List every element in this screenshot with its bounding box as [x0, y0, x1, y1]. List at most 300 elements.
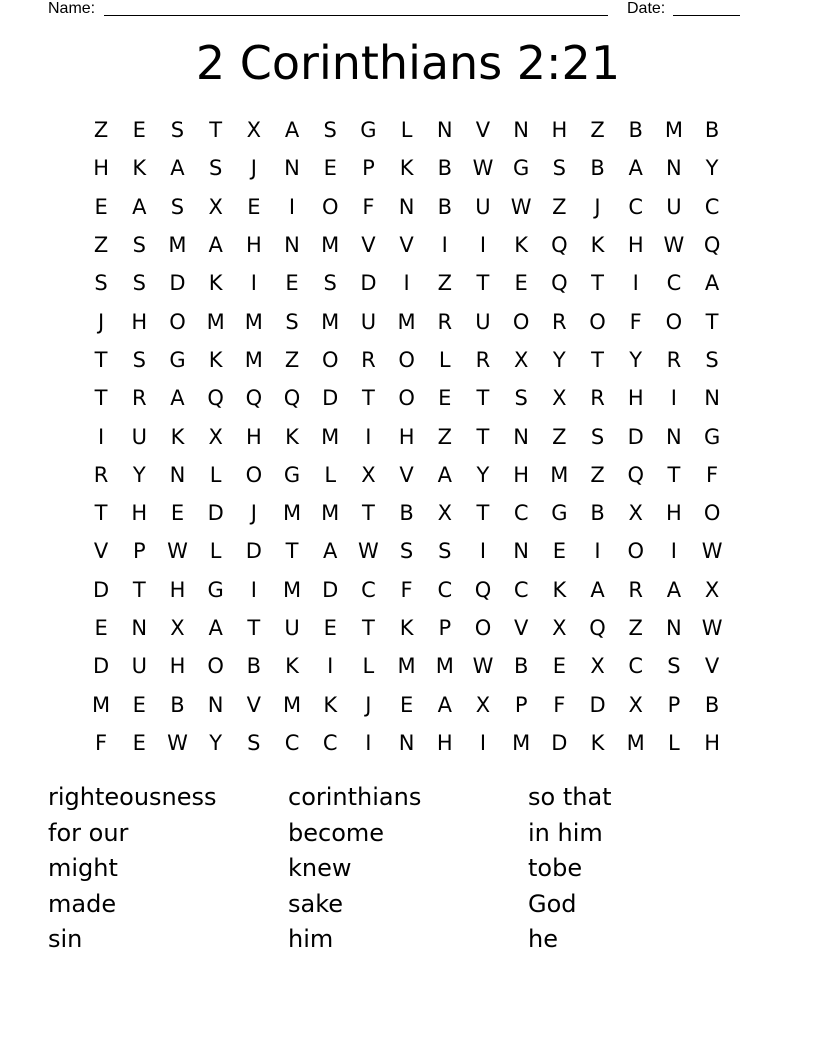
grid-letter[interactable]: N [513, 118, 530, 143]
grid-letter[interactable]: U [666, 194, 682, 219]
grid-letter[interactable]: D [322, 386, 339, 411]
word-list-item: for our [48, 818, 129, 847]
word-list-item: sin [48, 925, 83, 953]
grid-letter[interactable]: Z [628, 616, 643, 640]
grid-letter[interactable]: R [131, 386, 147, 411]
grid-letter[interactable]: A [170, 386, 185, 411]
grid-letter[interactable]: E [514, 271, 528, 296]
grid-letter[interactable]: X [475, 692, 491, 717]
grid-letter[interactable]: O [512, 309, 530, 334]
grid-letter[interactable]: D [245, 539, 262, 564]
grid-letter[interactable]: G [169, 347, 186, 372]
grid-letter[interactable]: H [551, 118, 568, 143]
grid-letter[interactable]: D [93, 654, 110, 679]
grid-letter[interactable]: J [594, 194, 601, 219]
grid-letter[interactable]: O [703, 501, 721, 526]
grid-letter[interactable]: G [283, 462, 301, 487]
grid-letter[interactable]: M [92, 692, 111, 717]
grid-letter[interactable]: I [670, 386, 677, 411]
grid-letter[interactable]: T [667, 462, 681, 487]
grid-letter[interactable]: N [436, 118, 453, 143]
grid-letter[interactable]: T [591, 347, 604, 372]
grid-letter[interactable]: Y [705, 156, 719, 181]
grid-letter[interactable]: Q [703, 233, 721, 258]
grid-letter[interactable]: V [475, 118, 491, 143]
grid-letter[interactable]: Q [551, 233, 568, 258]
grid-letter[interactable]: Z [284, 347, 300, 372]
grid-letter[interactable]: Y [476, 462, 490, 487]
grid-letter[interactable]: F [400, 577, 413, 602]
grid-letter[interactable]: L [324, 462, 337, 487]
grid-letter[interactable]: H [169, 577, 186, 602]
grid-letter[interactable]: A [170, 156, 185, 181]
grid-letter[interactable]: T [476, 271, 490, 296]
grid-letter[interactable]: T [361, 616, 375, 640]
grid-letter[interactable]: M [550, 462, 569, 487]
grid-letter[interactable]: F [629, 309, 642, 334]
grid-letter[interactable]: E [399, 692, 414, 717]
grid-letter[interactable]: M [321, 309, 340, 334]
grid-letter[interactable]: X [513, 347, 529, 372]
grid-letter[interactable]: N [398, 730, 415, 755]
grid-letter[interactable]: A [208, 233, 223, 258]
grid-letter[interactable]: W [472, 654, 494, 679]
grid-letter[interactable]: M [168, 233, 187, 258]
grid-letter[interactable]: T [361, 501, 375, 526]
grid-letter[interactable]: K [132, 156, 147, 181]
grid-letter[interactable]: K [170, 424, 185, 449]
grid-letter[interactable]: A [323, 539, 338, 564]
grid-letter[interactable]: T [591, 271, 604, 296]
grid-letter[interactable]: B [513, 654, 529, 679]
grid-letter[interactable]: T [476, 424, 490, 449]
grid-letter[interactable]: P [667, 692, 681, 717]
grid-letter[interactable]: M [321, 501, 340, 526]
grid-letter[interactable]: G [551, 501, 568, 526]
grid-letter[interactable]: T [209, 118, 223, 143]
grid-letter[interactable]: I [479, 730, 487, 755]
grid-letter[interactable]: S [170, 118, 185, 143]
grid-letter[interactable]: X [628, 692, 643, 717]
grid-letter[interactable]: W [701, 616, 723, 640]
grid-letter[interactable]: L [668, 730, 680, 755]
grid-letter[interactable]: B [628, 118, 643, 143]
grid-letter[interactable]: N [207, 692, 224, 717]
grid-letter[interactable]: U [131, 654, 147, 679]
grid-letter[interactable]: K [285, 424, 299, 449]
grid-letter[interactable]: P [514, 692, 528, 717]
grid-letter[interactable]: Z [437, 271, 452, 296]
grid-letter[interactable]: B [170, 692, 185, 717]
grid-letter[interactable]: N [513, 424, 530, 449]
grid-letter[interactable]: K [590, 233, 605, 258]
grid-letter[interactable]: V [93, 539, 109, 564]
grid-letter[interactable]: V [399, 462, 414, 487]
grid-letter[interactable]: M [664, 118, 683, 143]
grid-letter[interactable]: Y [132, 462, 146, 487]
grid-letter[interactable]: I [97, 424, 105, 449]
grid-letter[interactable]: G [360, 118, 377, 143]
grid-letter[interactable]: I [327, 654, 334, 679]
grid-letter[interactable]: R [552, 309, 567, 334]
grid-letter[interactable]: Z [552, 194, 567, 219]
grid-letter[interactable]: H [398, 424, 415, 449]
grid-letter[interactable]: M [626, 730, 645, 755]
grid-letter[interactable]: S [667, 654, 681, 679]
grid-letter[interactable]: D [169, 271, 186, 296]
grid-letter[interactable]: E [132, 692, 146, 717]
grid-letter[interactable]: V [513, 616, 529, 640]
grid-letter[interactable]: G [703, 424, 721, 449]
grid-letter[interactable]: I [479, 539, 487, 564]
grid-letter[interactable]: I [365, 424, 372, 449]
grid-letter[interactable]: N [666, 424, 682, 449]
grid-letter[interactable]: X [208, 194, 223, 219]
grid-letter[interactable]: R [628, 577, 644, 602]
grid-letter[interactable]: A [704, 271, 720, 296]
grid-letter[interactable]: I [288, 194, 296, 219]
grid-letter[interactable]: W [167, 539, 188, 564]
grid-letter[interactable]: C [437, 577, 453, 602]
grid-letter[interactable]: X [552, 616, 567, 640]
grid-letter[interactable]: K [208, 271, 223, 296]
grid-letter[interactable]: L [362, 654, 375, 679]
grid-letter[interactable]: R [666, 347, 682, 372]
grid-letter[interactable]: C [361, 577, 376, 602]
grid-letter[interactable]: U [131, 424, 147, 449]
grid-letter[interactable]: K [590, 730, 605, 755]
grid-letter[interactable]: X [208, 424, 223, 449]
grid-letter[interactable]: O [169, 309, 186, 334]
grid-letter[interactable]: Y [552, 347, 566, 372]
grid-letter[interactable]: E [94, 194, 108, 219]
grid-letter[interactable]: M [435, 654, 454, 679]
grid-letter[interactable]: H [245, 424, 262, 449]
grid-row [82, 341, 732, 379]
grid-letter[interactable]: B [704, 692, 720, 717]
grid-letter[interactable]: T [132, 577, 146, 602]
grid-letter[interactable]: I [403, 271, 410, 296]
grid-letter[interactable]: A [208, 616, 223, 640]
grid-letter[interactable]: X [246, 118, 262, 143]
grid-letter[interactable]: N [666, 156, 682, 181]
grid-letter[interactable]: X [170, 616, 185, 640]
grid-letter[interactable]: X [552, 386, 567, 411]
grid-letter[interactable]: M [321, 424, 340, 449]
grid-letter[interactable]: F [706, 462, 719, 487]
grid-letter[interactable]: N [398, 194, 415, 219]
grid-letter[interactable]: X [361, 462, 376, 487]
grid-letter[interactable]: T [285, 539, 299, 564]
grid-letter[interactable]: S [323, 118, 337, 143]
grid-letter[interactable]: B [246, 654, 262, 679]
grid-row [82, 417, 732, 455]
grid-letter[interactable]: E [94, 616, 108, 640]
grid-letter[interactable]: T [94, 347, 108, 372]
grid-letter[interactable]: C [513, 577, 529, 602]
grid-letter[interactable]: M [244, 347, 263, 372]
grid-letter[interactable]: M [397, 654, 416, 679]
grid-letter[interactable]: O [627, 539, 644, 564]
grid-letter[interactable]: O [589, 309, 606, 334]
grid-letter[interactable]: T [361, 386, 375, 411]
grid-letter[interactable]: N [284, 156, 300, 181]
grid-letter[interactable]: B [590, 156, 605, 181]
grid-letter[interactable]: T [94, 501, 108, 526]
grid-letter[interactable]: I [250, 271, 257, 296]
grid-letter[interactable]: S [132, 347, 146, 372]
grid-letter[interactable]: N [284, 233, 300, 258]
grid-letter[interactable]: U [475, 194, 491, 219]
grid-letter[interactable]: S [208, 156, 223, 181]
grid-letter[interactable]: F [362, 194, 375, 219]
grid-letter[interactable]: M [282, 577, 302, 602]
grid-letter[interactable]: F [553, 692, 566, 717]
grid-letter[interactable]: M [244, 309, 263, 334]
grid-letter[interactable]: C [628, 194, 644, 219]
grid-letter[interactable]: O [665, 309, 683, 334]
grid-letter[interactable]: R [93, 462, 109, 487]
grid-letter[interactable]: Q [207, 386, 224, 411]
word-list-item: corinthians [288, 783, 422, 811]
grid-letter[interactable]: L [400, 118, 413, 143]
grid-letter[interactable]: A [590, 577, 605, 602]
grid-letter[interactable]: H [627, 233, 644, 258]
grid-letter[interactable]: P [132, 539, 146, 564]
grid-letter[interactable]: T [705, 309, 719, 334]
grid-letter[interactable]: N [513, 539, 530, 564]
grid-letter[interactable]: Q [627, 462, 644, 487]
grid-letter[interactable]: J [97, 309, 105, 334]
grid-letter[interactable]: B [437, 194, 452, 219]
grid-letter[interactable]: E [132, 730, 146, 755]
grid-letter[interactable]: Q [474, 577, 492, 602]
grid-letter[interactable]: V [246, 692, 262, 717]
grid-letter[interactable]: A [437, 462, 452, 487]
grid-letter[interactable]: H [513, 462, 530, 487]
grid-letter[interactable]: H [436, 730, 453, 755]
grid-letter[interactable]: E [552, 654, 566, 679]
grid-letter[interactable]: U [475, 309, 491, 334]
grid-letter[interactable]: X [704, 577, 720, 602]
grid-letter[interactable]: Y [629, 347, 643, 372]
grid-letter[interactable]: K [285, 654, 299, 679]
grid-letter[interactable]: W [358, 539, 379, 564]
grid-letter[interactable]: Q [283, 386, 301, 411]
grid-letter[interactable]: K [399, 616, 414, 640]
grid-letter[interactable]: I [632, 271, 639, 296]
grid-letter[interactable]: M [282, 692, 302, 717]
grid-letter[interactable]: V [704, 654, 720, 679]
grid-letter[interactable]: R [590, 386, 605, 411]
grid-letter[interactable]: K [399, 156, 414, 181]
grid-letter[interactable]: L [209, 462, 222, 487]
grid-letter[interactable]: G [207, 577, 224, 602]
grid-letter[interactable]: O [474, 616, 492, 640]
grid-letter[interactable]: H [169, 654, 186, 679]
grid-letter[interactable]: J [365, 692, 372, 717]
grid-letter[interactable]: V [361, 233, 376, 258]
grid-letter[interactable]: D [207, 501, 224, 526]
grid-letter[interactable]: S [94, 271, 108, 296]
grid-letter[interactable]: M [206, 309, 225, 334]
grid-letter[interactable]: A [666, 577, 682, 602]
grid-letter[interactable]: N [131, 616, 148, 640]
grid-letter[interactable]: O [207, 654, 224, 679]
grid-letter[interactable]: C [513, 501, 529, 526]
grid-letter[interactable]: N [666, 616, 682, 640]
grid-letter[interactable]: X [590, 654, 605, 679]
grid-letter[interactable]: A [628, 156, 643, 181]
grid-letter[interactable]: Z [552, 424, 567, 449]
grid-letter[interactable]: B [704, 118, 720, 143]
grid-letter[interactable]: H [627, 386, 644, 411]
grid-letter[interactable]: I [479, 233, 487, 258]
grid-letter[interactable]: O [398, 347, 415, 372]
grid-letter[interactable]: Q [589, 616, 606, 640]
grid-letter[interactable]: Z [590, 118, 605, 143]
grid-letter[interactable]: I [250, 577, 257, 602]
grid-letter[interactable]: W [472, 156, 494, 181]
grid-letter[interactable]: E [170, 501, 185, 526]
page-title: 2 Corinthians 2:21 [195, 36, 621, 90]
grid-row [82, 609, 732, 647]
grid-letter[interactable]: D [627, 424, 644, 449]
grid-letter[interactable]: K [208, 347, 223, 372]
grid-letter[interactable]: D [551, 730, 568, 755]
grid-letter[interactable]: H [666, 501, 682, 526]
grid-letter[interactable]: O [398, 386, 415, 411]
grid-letter[interactable]: G [513, 156, 530, 181]
grid-letter[interactable]: J [250, 156, 257, 181]
grid-letter[interactable]: C [628, 654, 644, 679]
grid-letter[interactable]: X [628, 501, 643, 526]
grid-letter[interactable]: Y [209, 730, 223, 755]
grid-letter[interactable]: L [209, 539, 222, 564]
grid-letter[interactable]: B [399, 501, 414, 526]
grid-letter[interactable]: I [365, 730, 372, 755]
grid-letter[interactable]: S [514, 386, 528, 411]
grid-letter[interactable]: A [437, 692, 452, 717]
grid-letter[interactable]: B [437, 156, 452, 181]
grid-letter[interactable]: H [93, 156, 109, 181]
grid-letter[interactable]: R [475, 347, 491, 372]
grid-letter[interactable]: R [437, 309, 453, 334]
grid-letter[interactable]: H [245, 233, 262, 258]
grid-letter[interactable]: E [323, 156, 337, 181]
grid-letter[interactable]: D [93, 577, 110, 602]
grid-letter[interactable]: E [323, 616, 337, 640]
grid-letter[interactable]: P [438, 616, 452, 640]
grid-letter[interactable]: L [438, 347, 451, 372]
grid-letter[interactable]: H [131, 501, 148, 526]
grid-letter[interactable]: T [476, 501, 490, 526]
grid-letter[interactable]: S [170, 194, 185, 219]
grid-letter[interactable]: M [397, 309, 416, 334]
grid-letter[interactable]: Z [93, 233, 109, 258]
grid-letter[interactable]: U [284, 616, 300, 640]
grid-letter[interactable]: E [552, 539, 566, 564]
grid-letter[interactable]: D [589, 692, 606, 717]
grid-letter[interactable]: N [704, 386, 720, 411]
grid-letter[interactable]: M [282, 501, 302, 526]
grid-letter[interactable]: K [552, 577, 567, 602]
grid-letter[interactable]: W [701, 539, 723, 564]
grid-letter[interactable]: K [514, 233, 529, 258]
grid-letter[interactable]: R [361, 347, 376, 372]
grid-letter[interactable]: V [399, 233, 414, 258]
grid-letter[interactable]: D [360, 271, 377, 296]
grid-letter[interactable]: S [438, 539, 452, 564]
grid-letter[interactable]: M [321, 233, 340, 258]
grid-letter[interactable]: S [552, 156, 567, 181]
grid-letter[interactable]: E [132, 118, 146, 143]
grid-letter[interactable]: T [247, 616, 261, 640]
grid-letter[interactable]: X [437, 501, 452, 526]
grid-letter[interactable]: O [245, 462, 263, 487]
grid-letter[interactable]: K [323, 692, 338, 717]
grid-letter[interactable]: N [169, 462, 186, 487]
grid-letter[interactable]: I [594, 539, 601, 564]
grid-letter[interactable]: C [284, 730, 300, 755]
name-blank-line[interactable] [104, 15, 608, 16]
grid-letter[interactable]: C [704, 194, 720, 219]
grid-letter[interactable]: J [250, 501, 257, 526]
grid-letter[interactable]: Z [437, 424, 452, 449]
grid-letter[interactable]: A [284, 118, 300, 143]
grid-letter[interactable]: W [663, 233, 685, 258]
grid-letter[interactable]: H [131, 309, 148, 334]
grid-letter[interactable]: O [321, 194, 339, 219]
grid-letter[interactable]: W [510, 194, 532, 219]
grid-letter[interactable]: Z [590, 462, 605, 487]
word-list-item: God [528, 889, 577, 918]
grid-letter[interactable]: T [94, 386, 108, 411]
grid-letter[interactable]: S [132, 233, 146, 258]
grid-letter[interactable]: H [704, 730, 720, 755]
grid-letter[interactable]: S [399, 539, 414, 564]
grid-letter[interactable]: S [132, 271, 146, 296]
grid-letter[interactable]: Z [93, 118, 109, 143]
grid-letter[interactable]: O [321, 347, 339, 372]
grid-letter[interactable]: Q [245, 386, 263, 411]
grid-letter[interactable]: Q [551, 271, 568, 296]
grid-letter[interactable]: S [285, 309, 299, 334]
grid-letter[interactable]: S [323, 271, 337, 296]
date-blank-line[interactable] [673, 15, 740, 16]
grid-letter[interactable]: P [362, 156, 375, 181]
grid-letter[interactable]: C [666, 271, 682, 296]
grid-letter[interactable]: U [360, 309, 377, 334]
grid-letter[interactable]: T [476, 386, 490, 411]
grid-letter[interactable]: E [438, 386, 452, 411]
grid-letter[interactable]: E [285, 271, 299, 296]
grid-letter[interactable]: C [322, 730, 338, 755]
grid-letter[interactable]: E [247, 194, 261, 219]
grid-letter[interactable]: I [441, 233, 448, 258]
grid-letter[interactable]: S [590, 424, 605, 449]
grid-letter[interactable]: S [247, 730, 261, 755]
grid-letter[interactable]: B [590, 501, 605, 526]
grid-letter[interactable]: D [322, 577, 339, 602]
grid-letter[interactable]: I [670, 539, 677, 564]
grid-letter[interactable]: S [705, 347, 719, 372]
word-list-item: so that [528, 783, 612, 811]
grid-letter[interactable]: M [512, 730, 531, 755]
grid-letter[interactable]: W [167, 730, 188, 755]
grid-letter[interactable]: F [95, 730, 108, 755]
grid-letter[interactable]: A [132, 194, 147, 219]
